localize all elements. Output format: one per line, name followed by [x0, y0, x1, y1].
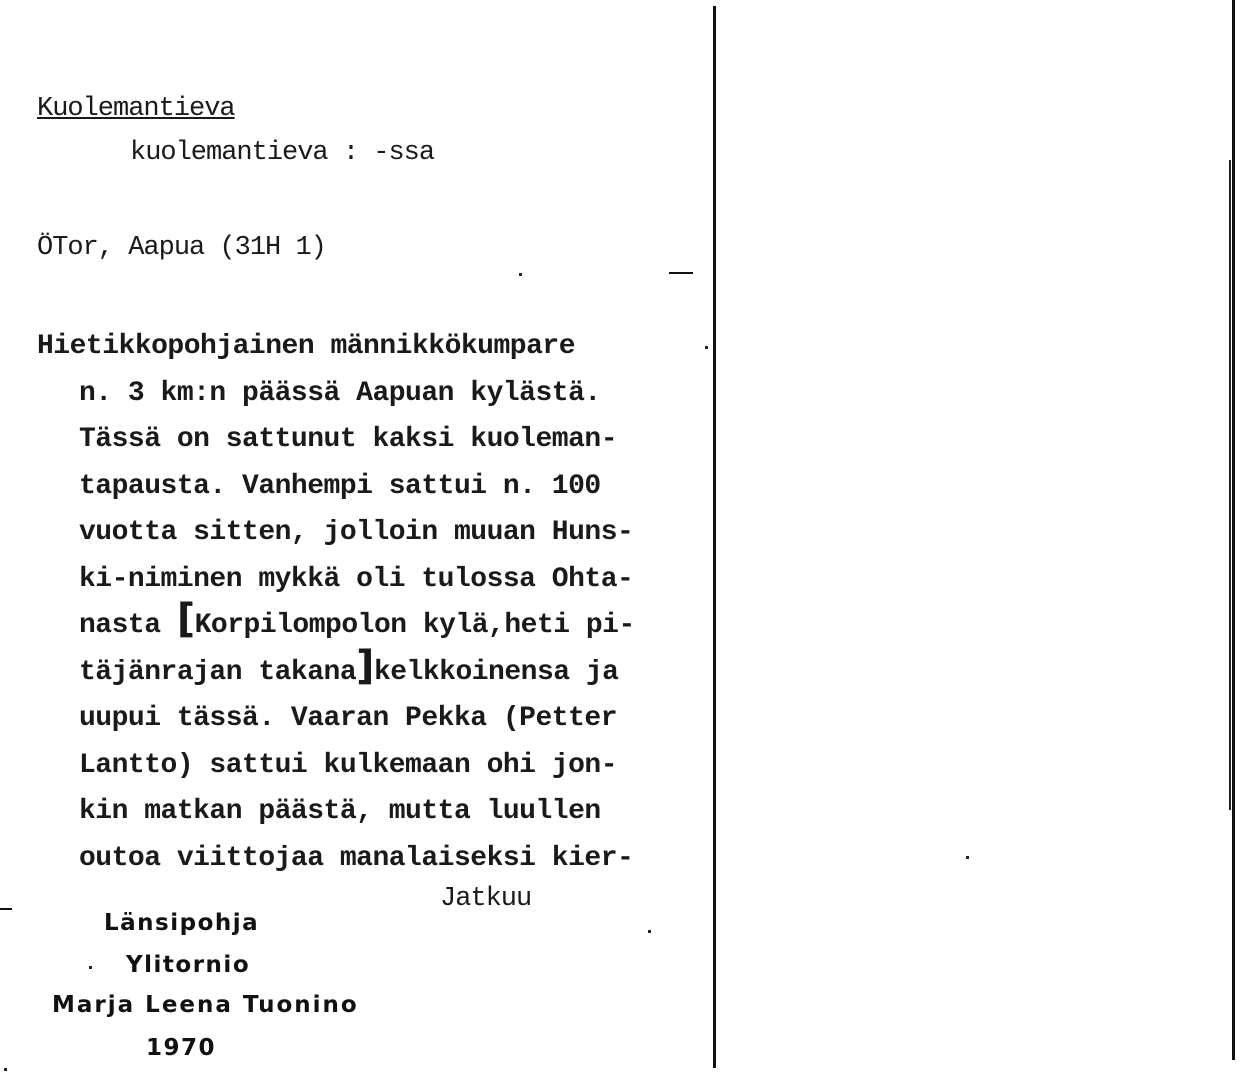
- body-line: ki-niminen mykkä oli tulossa Ohta-: [79, 563, 634, 595]
- scan-speck: [966, 856, 969, 859]
- scan-mark: [0, 908, 12, 910]
- body-text: nasta: [79, 610, 177, 641]
- right-edge-line: [1232, 0, 1235, 1060]
- card-subtitle: kuolemantieva : -ssa: [130, 138, 435, 168]
- body-line: Lantto) sattui kulkemaan ohi jon-: [79, 749, 617, 781]
- body-text: kelkkoinensa ja: [373, 656, 619, 688]
- open-bracket-icon: [: [176, 596, 195, 642]
- stamp-collector: Marja Leena Tuonino: [52, 992, 359, 1018]
- body-line-bracket-start: [37, 596, 635, 650]
- right-edge-shadow: [1229, 160, 1231, 810]
- scan-speck: [4, 1068, 7, 1071]
- bracketed-text: täjänrajan takana: [79, 656, 357, 688]
- body-line: n. 3 km:n päässä Aapuan kylästä.: [79, 377, 601, 409]
- card-location: ÖTor, Aapua (31H 1): [37, 233, 326, 263]
- body-line-bracket-end: [37, 642, 635, 697]
- stamp-year: 1970: [146, 1035, 217, 1061]
- stamp-region: Länsipohja: [104, 910, 260, 936]
- card-body: [37, 324, 635, 882]
- scan-speck: [519, 273, 522, 276]
- body-line: Hietikkopohjainen männikkökumpare: [37, 331, 575, 362]
- close-bracket-icon: ]: [356, 642, 374, 689]
- body-line: kin matkan päästä, mutta luullen: [79, 796, 601, 827]
- card-title: Kuolemantieva: [37, 94, 235, 124]
- bracketed-text: Korpilompolon kylä,heti pi-: [194, 610, 635, 641]
- scan-speck: [89, 966, 92, 969]
- scan-mark: [669, 272, 693, 274]
- body-line: tapausta. Vanhempi sattui n. 100: [79, 470, 601, 502]
- body-line: outoa viittojaa manalaiseksi kier-: [79, 842, 634, 874]
- scan-speck: [648, 930, 651, 933]
- stamp-parish: Ylitornio: [126, 952, 251, 978]
- continues-note: Jatkuu: [440, 884, 532, 914]
- body-line: Tässä on sattunut kaksi kuoleman-: [79, 424, 617, 455]
- scan-speck: [705, 346, 708, 349]
- body-line: uupui tässä. Vaaran Pekka (Petter: [79, 703, 617, 734]
- body-line: vuotta sitten, jolloin muuan Huns-: [79, 517, 634, 548]
- column-divider: [713, 6, 716, 1068]
